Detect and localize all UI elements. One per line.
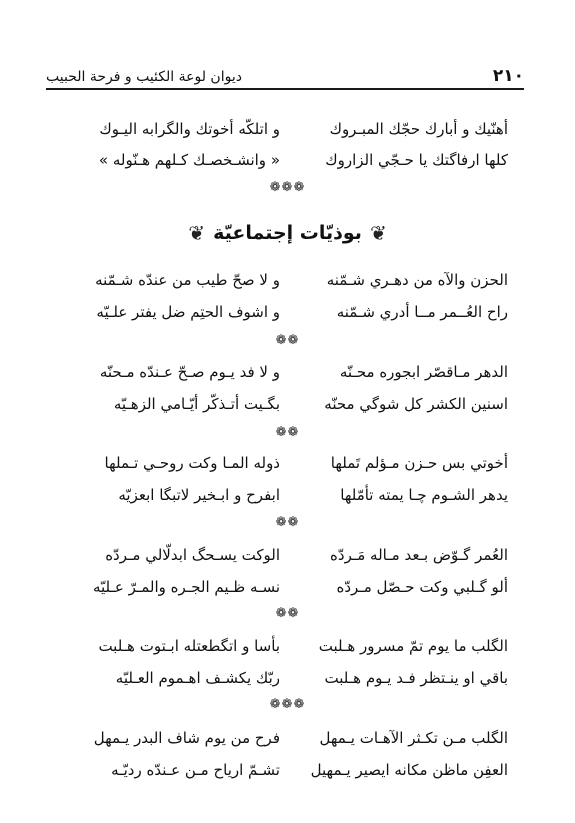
verse-second-hemistich: نسـه ظـيم الجـره والمـرّ عـليّه xyxy=(92,578,280,596)
verse-second-hemistich: ربّك يكشـف اهـموم العـليّه xyxy=(115,669,280,687)
floral-ornament-icon: ❦ xyxy=(369,221,387,245)
verse-first-hemistich: العُمر گـوّض بـعد مـاله مَـردّه xyxy=(330,546,508,564)
verse-second-hemistich: و اتلكّه أخوتك والگرابه اليـوك xyxy=(99,120,280,138)
running-title: ديوان لوعة الكئيب و فرحة الحبيب xyxy=(46,69,242,85)
verse-first-hemistich: أهنّيك و أبارك حجّك المبـروك xyxy=(329,120,508,138)
verse-second-hemistich: بأسا و اتگطعتله ابـتوت هـلبت xyxy=(98,637,280,655)
verse-first-hemistich: كلها ارفاگتك يا حـجّي الزاروك xyxy=(325,151,508,169)
verse-second-hemistich: و اشوف الحتِم ضل يفتر علـيّه xyxy=(96,303,280,321)
verse-line xyxy=(64,541,508,569)
ornament-divider: ❁❁❁ xyxy=(269,697,306,712)
verse-second-hemistich: تشـمّ ارياح مـن عـندّه رديّـه xyxy=(111,761,280,779)
verse-first-hemistich: الگلب ما يوم تمّ مسرور هـلبت xyxy=(318,637,508,655)
ornament-divider: ❁❁ xyxy=(275,333,300,348)
verse-line xyxy=(64,632,508,660)
verse-second-hemistich: و لا فد يـوم صـحّ عـندّه مـحنّه xyxy=(99,363,280,381)
verse-first-hemistich: الدهر مـاقصّر ابجوره محـنّه xyxy=(339,363,508,381)
verse-first-hemistich: اسنين الكشر كل شوگي محنّه xyxy=(324,395,508,413)
ornament-divider: ❁❁ xyxy=(275,425,300,440)
verse-second-hemistich: ذوله المـا وكت روحـي تـملها xyxy=(104,454,280,472)
verse-line xyxy=(64,664,508,692)
verse-line xyxy=(64,298,508,326)
verse-second-hemistich: بگـيت أتـذكّر أيّـامي الزهـيّه xyxy=(113,395,280,413)
verse-line xyxy=(64,115,508,143)
ornament-divider: ❁❁❁ xyxy=(269,180,306,195)
verse-first-hemistich: ألو گـلبي وكت حـصّل مـردّه xyxy=(336,578,508,596)
verse-line xyxy=(64,146,508,174)
page-number: ٢١٠ xyxy=(492,66,524,86)
verse-line xyxy=(64,724,508,752)
verse-line xyxy=(64,390,508,418)
verse-line xyxy=(64,481,508,509)
verse-first-hemistich: يدهر الشـوم چـا يمته تأمّلها xyxy=(340,486,508,504)
verse-line xyxy=(64,573,508,601)
floral-ornament-icon: ❦ xyxy=(188,221,206,245)
verse-line xyxy=(64,449,508,477)
verse-second-hemistich: ابفرح و ابـخير لاتبگا ابعزيّه xyxy=(118,486,280,504)
verse-second-hemistich: فرح من يوم شاف البدر يـمهل xyxy=(93,729,280,747)
verse-first-hemistich: الگلب مـن تكـثر الآهـات يـمهل xyxy=(319,729,508,747)
verse-line xyxy=(64,266,508,294)
ornament-divider: ❁❁ xyxy=(275,515,300,530)
verse-first-hemistich: باقي او ينـتظر فـد يـوم هـلبت xyxy=(324,669,508,687)
page-header xyxy=(46,62,524,90)
verse-second-hemistich: الوكت يسـحگ ابدلّالي مـردّه xyxy=(105,546,280,564)
verse-first-hemistich: العفِن ماظن مكانه ايصير يـمهيل xyxy=(310,761,508,779)
verse-first-hemistich: الحزن والآه من دهـري شـمّنه xyxy=(326,271,508,289)
verse-line xyxy=(64,756,508,784)
section-title xyxy=(0,216,575,250)
verse-line xyxy=(64,358,508,386)
verse-first-hemistich: أخوتي بس حـزن مـؤلم تَملها xyxy=(330,454,508,472)
verse-second-hemistich: و لا صحّ طيب من عندّه شـمّنه xyxy=(95,271,280,289)
ornament-divider: ❁❁ xyxy=(275,606,300,621)
section-heading: بوذيّات إجتماعيّة xyxy=(213,222,362,244)
verse-first-hemistich: راح العُــمر مــا أدري شـمّنه xyxy=(336,303,508,321)
verse-second-hemistich: « وانشـخصـك كـلهم هـنّوله » xyxy=(98,151,280,169)
